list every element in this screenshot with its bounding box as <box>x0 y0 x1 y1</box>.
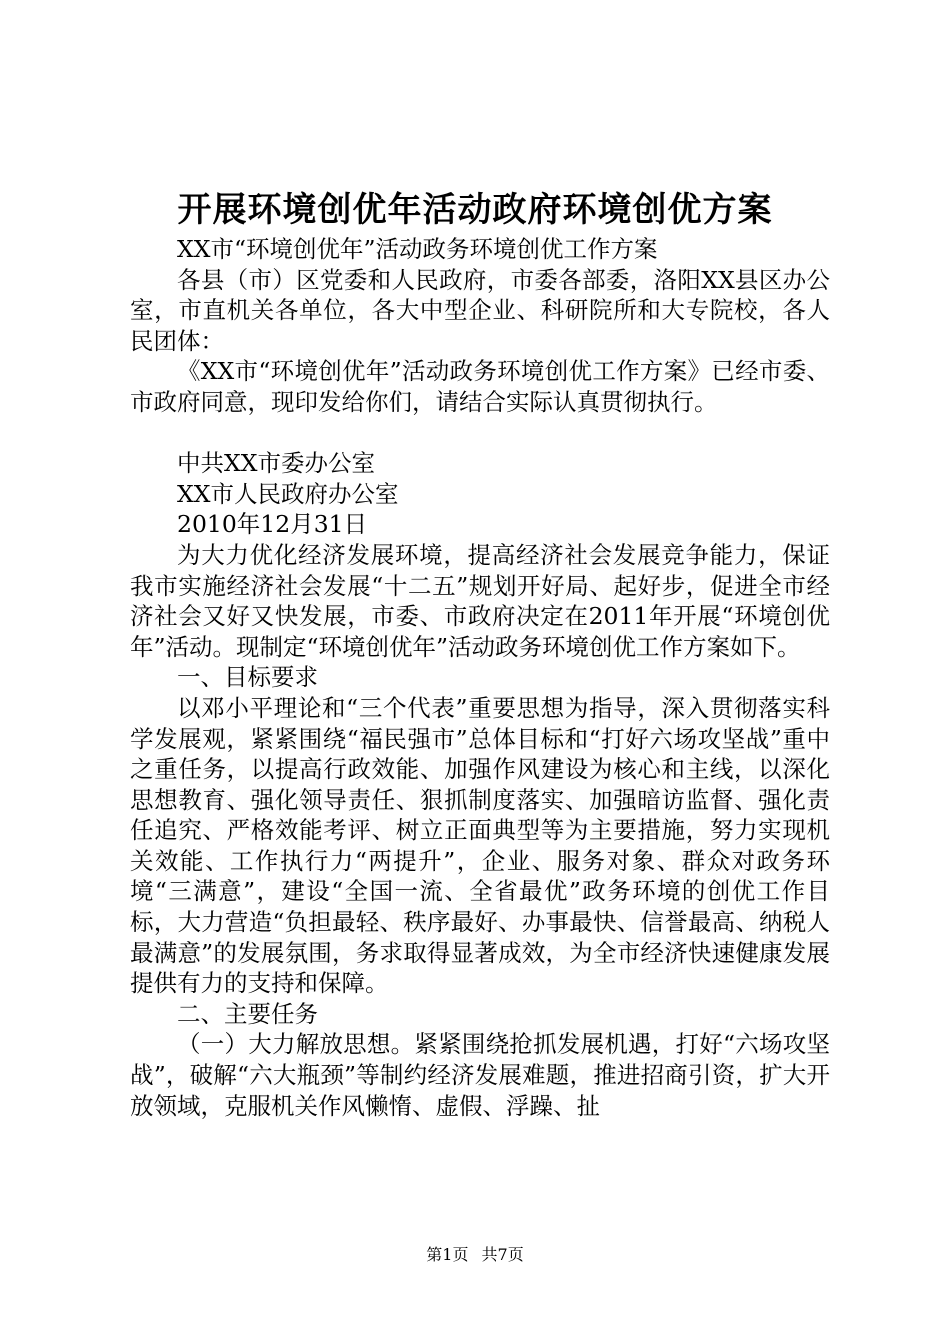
document-title: 开展环境创优年活动政府环境创优方案 <box>177 190 773 230</box>
paragraph-recipients: 各县（市）区党委和人民政府，市委各部委，洛阳XX县区办公室，市直机关各单位，各大中型企业、科研院所和大专院校，各人民团体： <box>130 265 830 355</box>
section-heading-tasks: 二、主要任务 <box>177 999 318 1028</box>
signature-date: 2010年12月31日 <box>177 510 368 539</box>
page-number: 第1页 <box>426 1245 469 1264</box>
page-footer <box>0 1245 950 1265</box>
signature-party-office: 中共XX市委办公室 <box>177 449 375 478</box>
page-total: 共7页 <box>481 1245 524 1264</box>
document-body <box>130 234 830 1121</box>
section-heading-goals: 一、目标要求 <box>177 663 318 692</box>
paragraph-notice: 《XX市“环境创优年”活动政务环境创优工作方案》已经市委、市政府同意，现印发给你们，请结合实际认真贯彻执行。 <box>130 357 830 416</box>
signature-government-office: XX市人民政府办公室 <box>177 479 399 508</box>
paragraph-subtitle: XX市“环境创优年”活动政务环境创优工作方案 <box>177 235 658 263</box>
paragraph-goals: 以邓小平理论和“三个代表”重要思想为指导，深入贯彻落实科学发展观，紧紧围绕“福民强市”总体目标和“打好六场攻坚战”重中之重任务，以提高行政效能、加强作风建设为核心和主线，以深化思想教育、强化领导责任、狠抓制度落实、加强暗访监督、强化责任追究、严格效能考评、树立正面典型等为主要措施，努力实现机关效能、工作执行力“两提升”，企业、服务对象、群众对政务环境“三满意”，建设“全国一流、全省最优”政务环境的创优工作目标，大力营造“负担最轻、秩序最好、办事最快、信誉最高、纳税人最满意”的发展氛围，务求取得显著成效，为全市经济快速健康发展提供有力的支持和保障。 <box>130 693 830 998</box>
paragraph-task-1: （一）大力解放思想。紧紧围绕抢抓发展机遇，打好“六场攻坚战”，破解“六大瓶颈”等制约经济发展难题，推进招商引资，扩大开放领域，克服机关作风懒惰、虚假、浮躁、扯 <box>130 1030 830 1120</box>
paragraph-intro: 为大力优化经济发展环境，提高经济社会发展竞争能力，保证我市实施经济社会发展“十二五”规划开好局、起好步，促进全市经济社会又好又快发展，市委、市政府决定在2011年开展“环境创优年”活动。现制定“环境创优年”活动政务环境创优工作方案如下。 <box>130 540 830 661</box>
